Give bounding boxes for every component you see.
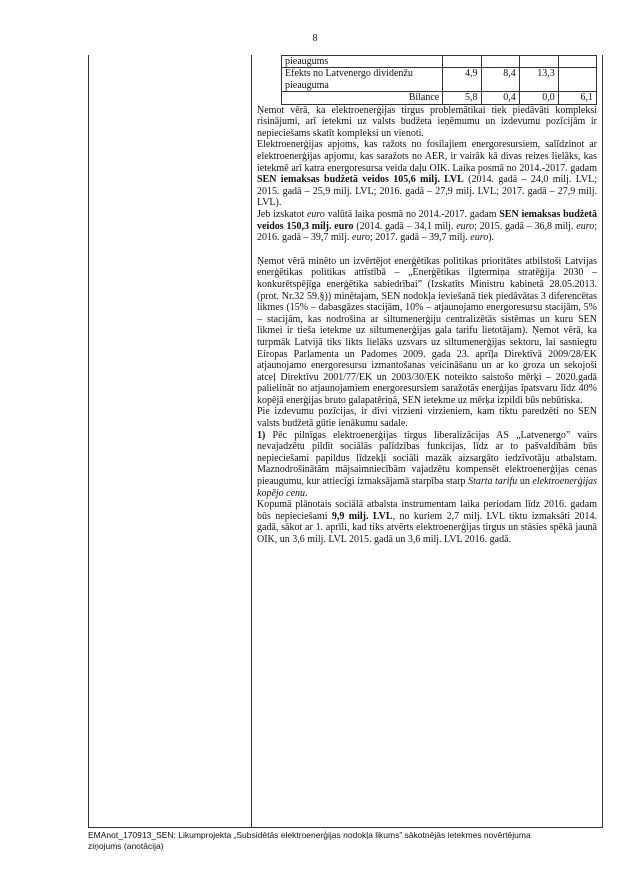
italic-text-run: elektroenerģijas kopējo cenu [257,476,598,499]
paragraph-energy-policy: Ņemot vērā minēto un izvērtējot enerģētikas politikas prioritātes atbilstoši Latvijas enerģētikas politikas attīstībā – „Enerģētikas ilgtermiņa stratēģija 2030 – konkurētspējīga enerģētika sabiedrībai” (Izskatīts Ministru kabinetā 28.05.2013. (prot. Nr.32 59.§)) minētajam, SEN nodokļa ieviešanā tiek piedāvātas 3 diferencētas likmes (15% – dabasgāzes stacijām, 10% – atjaunojamo energoresursu stacijām, 5% – stacijām, kas nodrošina ar siltumenerģiju centralizētās sistēmas un kuru SEN likmei ir tieša ietekme uz siltumenerģijas gala tarifu lietotājam). Ņemot vērā, ka turpmāk Latvijā tiks likts lielāks uzsvars uz siltumenerģijas sektoru, lai sasniegtu Eiropas Parlamenta un Padomes 2009. gada 23. aprīļa Direktīvā 2009/28/EK atjaunojamo energoresursu izmantošanas veicināšanu un ar ko groza un sekojoši atceļ Direktīvu 2001/77/EK un 2003/30/EK noteikto saistošo mērķi – 2020.gadā palielināt no atjaunojamiem energoresursiem saražotās enerģijas īpatsvaru līdz 40% kopējā enerģijas bruto galapatēriņā, SEN ietekme uz mērķa izpildi būs nebūtiska. [257,255,597,406]
table-row [282,68,597,92]
page-number: 8 [312,33,318,44]
table-cell: 0,0 [519,92,558,104]
text-run: Kopumā plānotais sociālā atbalsta instrumentam laika periodam līdz 2016. gadam būs nepieciešami [257,499,597,522]
paragraph-sen-lvl [257,139,597,209]
paragraph-sen-euro [257,209,597,244]
paragraph-total-support [257,499,597,545]
table-cell-label: pieaugums [282,56,443,68]
text-run: Jeb izskatot [257,208,307,220]
bold-text-run: SEN iemaksas budžetā veidos 150,3 milj. euro [257,208,597,232]
right-column-content [257,55,597,546]
table-cell: 4,9 [443,68,481,92]
text-run: , no kuriem 2,7 milj. LVL tiktu izmaksāti 2014. gadā, sākot ar 1. aprīli, kad tiks atvērts elektroenerģijas tirgus un stāsies spēkā jaunā OIK, un 3,6 milj. LVL 2015. gadā un 3,6 milj. LVL 2016. gadā. [257,510,597,545]
paragraph-complex-solutions: Ņemot vērā, ka elektroenerģijas tirgus problemātikai tiek piedāvāti kompleksi risinājumi, arī ietekmi uz valsts budžeta ieņēmumu un izdevumu pozīcijām ir nepieciešams skatīt kompleksi un vienoti. [257,104,597,139]
italic-text-run: euro [456,220,475,232]
table-cell: 0,4 [481,92,519,104]
italic-text-run: euro [576,220,595,232]
italic-text-run: euro [352,232,370,244]
column-divider [251,55,252,827]
bold-text-run: 9,9 milj. LVL [331,510,393,522]
text-run: Elektroenerģijas apjoms, kas ražots no fosilajiem energoresursiem, salīdzinot ar elektroenerģijas apjomu, kas saražots no AER, ir vairāk kā divas reizes lielāks, kas ietekmē arī katra energoresursa veida daļu OIK. Laika posmā no 2014.-2017. gadam [257,139,597,174]
table-cell: 5,8 [443,92,481,104]
table-row [282,56,597,68]
table-cell: 8,4 [481,68,519,92]
table-cell [519,56,558,68]
table-cell: 13,3 [519,68,558,92]
table-cell-label: Bilance [282,92,443,104]
bold-text-run: 1) [257,429,266,441]
paragraph-social-support [257,430,597,500]
bold-text-run: SEN iemaksas budžetā veidos 105,6 milj. LVL [257,174,464,186]
italic-text-run: euro [470,232,489,244]
text-run: Pēc pilnīgas elektroenerģijas tirgus liberalizācijas AS „Latvenergo” vairs nevajadzētu pildīt sociālās palīdzības funkcijas, līdz ar to pašvaldībām būs nepieciešami papildus līdzekļi sociāli mazāk aizsargāto iedzīvotāju atbalstam. Maznodrošinātām mājsaimniecībām vajadzētu kompensēt elektroenerģijas cenas pieaugumu, kur attiecīgi izmaksājamā starpība starp [257,429,597,488]
text-run: un [517,476,533,488]
footer-line: EMAnot_170913_SEN; Likumprojekta „Subsidētās elektroenerģijas nodokļa likums” sākotnējās ietekmes novērtējuma [88,830,531,840]
text-run: . [305,487,308,499]
text-run: (2014. gadā – 34,1 milj. [353,220,457,232]
text-run: ). [488,232,495,244]
table-cell: 6,1 [558,92,596,104]
text-run: valūtā laika posmā no 2014.-2017. gadam [324,208,500,220]
table-cell-label: Efekts no Latvenergo dividenžu pieauguma [282,68,443,92]
document-footer [88,830,608,852]
table-cell [558,56,596,68]
table-row [282,92,597,104]
budget-effect-table [281,55,597,105]
table-cell [481,56,519,68]
table-cell [558,68,596,92]
text-run: ; 2015. gadā – 36,8 milj. [474,220,577,232]
table-cell [443,56,481,68]
footer-line: ziņojums (anotācija) [88,841,164,851]
text-run: ; 2017. gadā – 39,7 milj. [369,232,471,244]
italic-text-run: Starta tarifu [468,476,518,488]
text-run: ; 2016. gadā – 39,7 milj. [257,220,597,244]
paragraph-expenditure: Pie izdevumu pozīcijas, ir divi virzieni virzieniem, kam tiktu paredzēti no SEN valsts budžetā gūtie ienākumu sadale. [257,406,597,430]
text-run: (2014. gadā – 24,0 milj. LVL; 2015. gadā – 25,9 milj. LVL; 2016. gadā – 27,9 milj. LVL; 2017. gadā – 27,9 milj. LVL). [257,174,597,209]
italic-text-run: euro [306,208,325,220]
